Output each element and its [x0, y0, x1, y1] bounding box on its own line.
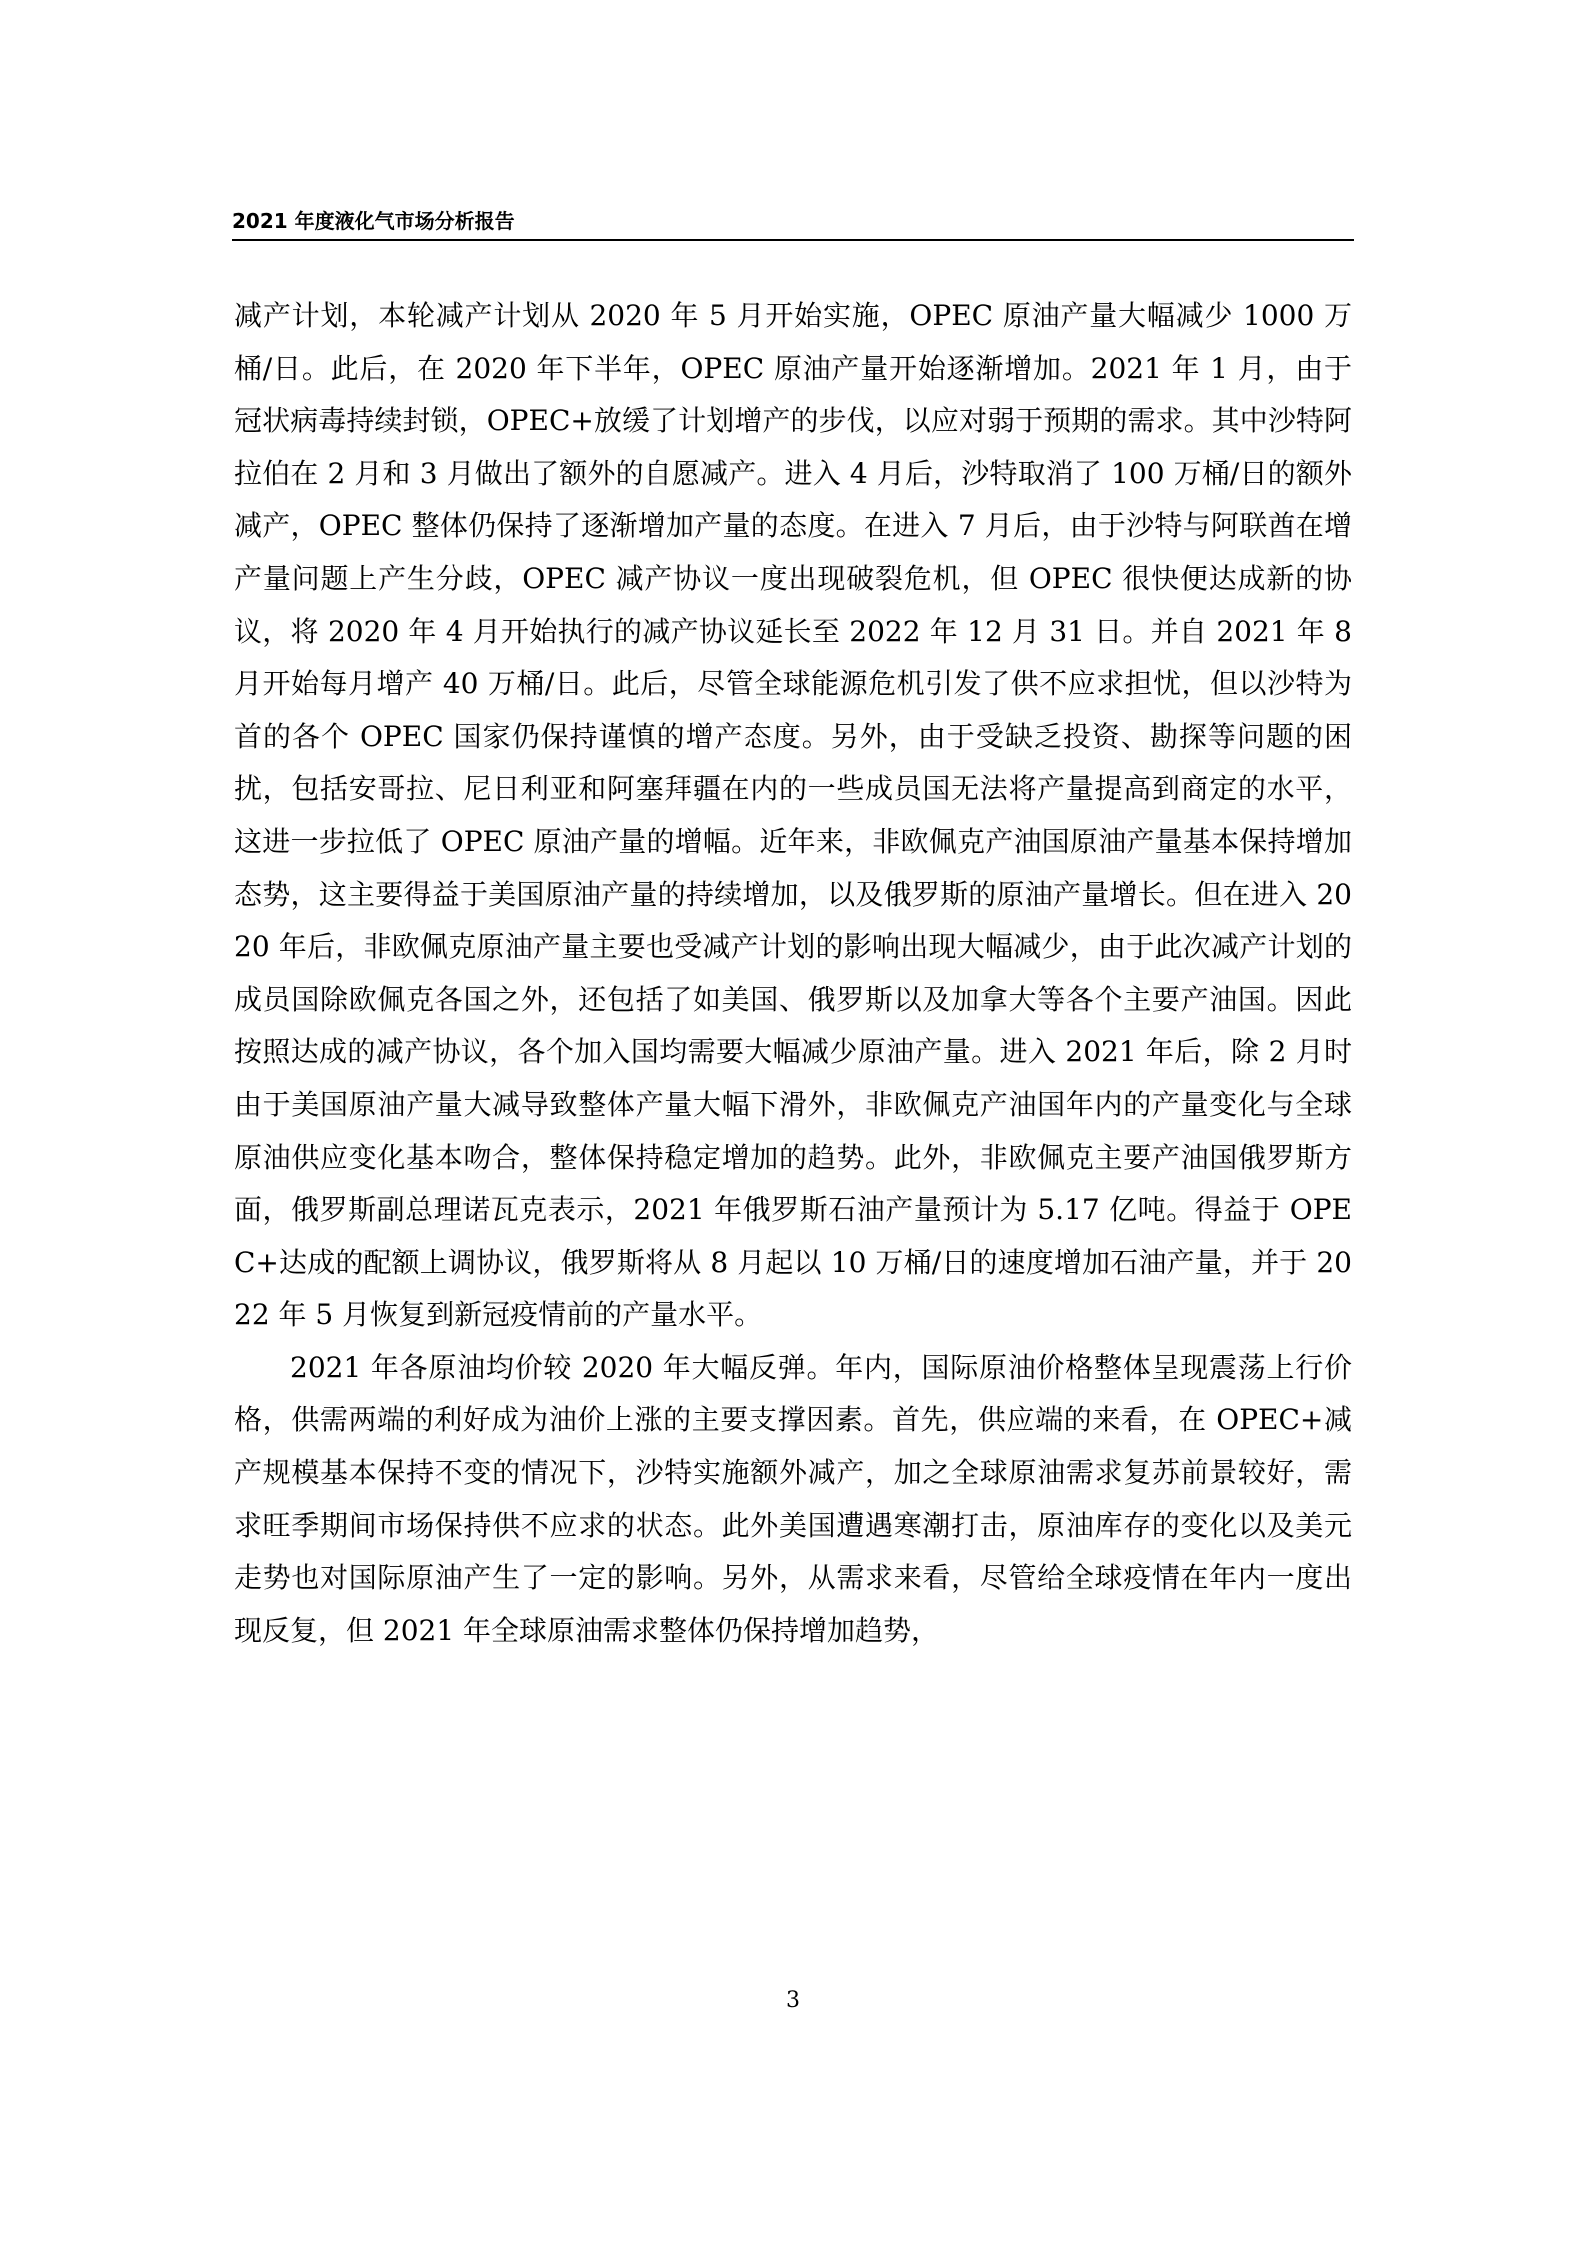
page-header	[232, 205, 1354, 241]
paragraph-oil-price: 2021 年各原油均价较 2020 年大幅反弹。年内，国际原油价格整体呈现震荡上行价格，供需两端的利好成为油价上涨的主要支撑因素。首先，供应端的来看，在 OPEC+减产规模基本保持不变的情况下，沙特实施额外减产，加之全球原油需求复苏前景较好，需求旺季期间市场保持供不应求的状态。此外美国遭遇寒潮打击，原油库存的变化以及美元走势也对国际原油产生了一定的影响。另外，从需求来看，尽管给全球疫情在年内一度出现反复，但 2021 年全球原油需求整体仍保持增加趋势，	[234, 1350, 1352, 1647]
page-number: 3	[786, 1988, 800, 2013]
report-title: 2021 年度液化气市场分析报告	[232, 209, 515, 233]
document-body	[234, 290, 1352, 1657]
paragraph-continuation: 减产计划，本轮减产计划从 2020 年 5 月开始实施，OPEC 原油产量大幅减少 1000 万桶/日。此后，在 2020 年下半年，OPEC 原油产量开始逐渐增加。2021 年 1 月，由于冠状病毒持续封锁，OPEC+放缓了计划增产的步伐，以应对弱于预期的需求。其中沙特阿拉伯在 2 月和 3 月做出了额外的自愿减产。进入 4 月后，沙特取消了 100 万桶/日的额外减产，OPEC 整体仍保持了逐渐增加产量的态度。在进入 7 月后，由于沙特与阿联酋在增产量问题上产生分歧，OPEC 减产协议一度出现破裂危机，但 OPEC 很快便达成新的协议，将 2020 年 4 月开始执行的减产协议延长至 2022 年 12 月 31 日。并自 2021 年 8 月开始每月增产 40 万桶/日。此后，尽管全球能源危机引发了供不应求担忧，但以沙特为首的各个 OPEC 国家仍保持谨慎的增产态度。另外，由于受缺乏投资、勘探等问题的困扰，包括安哥拉、尼日利亚和阿塞拜疆在内的一些成员国无法将产量提高到商定的水平，这进一步拉低了 OPEC 原油产量的增幅。近年来，非欧佩克产油国原油产量基本保持增加态势，这主要得益于美国原油产量的持续增加，以及俄罗斯的原油产量增长。但在进入 2020 年后，非欧佩克原油产量主要也受减产计划的影响出现大幅减少，由于此次减产计划的成员国除欧佩克各国之外，还包括了如美国、俄罗斯以及加拿大等各个主要产油国。因此按照达成的减产协议，各个加入国均需要大幅减少原油产量。进入 2021 年后，除 2 月时由于美国原油产量大减导致整体产量大幅下滑外，非欧佩克产油国年内的产量变化与全球原油供应变化基本吻合，整体保持稳定增加的趋势。此外，非欧佩克主要产油国俄罗斯方面，俄罗斯副总理诺瓦克表示，2021 年俄罗斯石油产量预计为 5.17 亿吨。得益于 OPEC+达成的配额上调协议，俄罗斯将从 8 月起以 10 万桶/日的速度增加石油产量，并于 2022 年 5 月恢复到新冠疫情前的产量水平。	[234, 299, 1352, 1332]
